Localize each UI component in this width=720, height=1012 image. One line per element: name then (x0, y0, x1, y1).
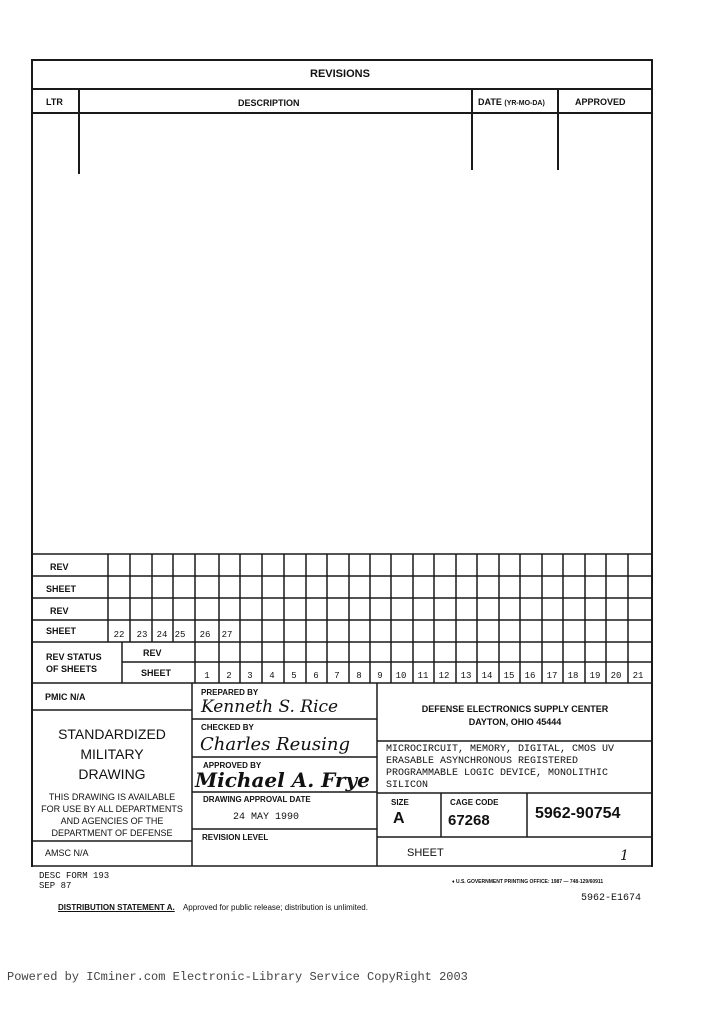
sheet-num-13: 13 (460, 671, 472, 681)
approval-date: 24 MAY 1990 (233, 812, 300, 823)
cage-code-value: 67268 (448, 812, 490, 829)
approved-by-signature: Michael A. Frye (195, 768, 370, 792)
col-approved: APPROVED (575, 97, 626, 107)
sheet-num-8: 8 (356, 671, 362, 681)
sheet-block-value: 1 (620, 848, 629, 864)
drawing-description: MICROCIRCUIT, MEMORY, DIGITAL, CMOS UV ERASABLE ASYNCHRONOUS REGISTERED PROGRAMMABLE LOGIC DEVICE, MONOLITHIC SILICON (386, 744, 615, 791)
upper-sheet-22: 22 (113, 630, 125, 640)
upper-sheet-24: 24 (156, 630, 168, 640)
sheet-num-1: 1 (204, 671, 210, 681)
checked-by-label: CHECKED BY (201, 723, 254, 732)
revisions-title: REVISIONS (310, 68, 370, 80)
cage-code-label: CAGE CODE (450, 798, 499, 807)
sheet-num-2: 2 (226, 671, 232, 681)
sheet-num-18: 18 (567, 671, 579, 681)
approved-by-label: APPROVED BY (203, 761, 262, 770)
sheet-num-20: 20 (610, 671, 622, 681)
powered-by-footer: Powered by ICminer.com Electronic-Library Service CopyRight 2003 (7, 970, 468, 984)
size-label: SIZE (391, 798, 409, 807)
prepared-by-label: PREPARED BY (201, 688, 259, 697)
rev-status-label: REV STATUS OF SHEETS (46, 652, 102, 674)
row-label-rev-2: REV (50, 606, 69, 616)
revision-level-label: REVISION LEVEL (202, 833, 269, 842)
sheet-num-15: 15 (503, 671, 515, 681)
sheet-num-14: 14 (481, 671, 493, 681)
sheet-num-7: 7 (334, 671, 340, 681)
upper-sheet-25: 25 (174, 630, 186, 640)
amsc-label: AMSC N/A (45, 848, 89, 858)
drawing-number: 5962-90754 (535, 805, 621, 822)
prepared-by-signature: Kenneth S. Rice (201, 697, 339, 717)
sheet-num-19: 19 (589, 671, 601, 681)
row-label-sheet-1: SHEET (46, 584, 77, 594)
row-label-sheet-2: SHEET (46, 626, 77, 636)
sheet-num-11: 11 (417, 671, 429, 681)
upper-sheet-23: 23 (136, 630, 148, 640)
rev-label: REV (143, 648, 162, 658)
sheet-num-21: 21 (632, 671, 644, 681)
sheet-label: SHEET (141, 668, 172, 678)
sheet-num-5: 5 (291, 671, 297, 681)
distribution-statement: DISTRIBUTION STATEMENT A. Approved for public release; distribution is unlimited. (58, 903, 368, 912)
sheet-num-4: 4 (269, 671, 275, 681)
row-label-rev-1: REV (50, 562, 69, 572)
size-value: A (393, 810, 405, 827)
sheet-num-16: 16 (524, 671, 536, 681)
sheet-num-17: 17 (546, 671, 558, 681)
standardized-military-drawing-title: STANDARDIZED MILITARY DRAWING (58, 726, 166, 782)
upper-sheet-26: 26 (199, 630, 211, 640)
col-date: DATE (YR-MO-DA) (478, 97, 545, 107)
approval-date-label: DRAWING APPROVAL DATE (203, 795, 311, 804)
col-ltr: LTR (46, 97, 63, 107)
upper-sheet-27: 27 (221, 630, 233, 640)
col-description: DESCRIPTION (238, 98, 300, 108)
sheet-num-9: 9 (377, 671, 383, 681)
agency-name: DEFENSE ELECTRONICS SUPPLY CENTER DAYTON, OHIO 45444 (421, 704, 609, 727)
checked-by-signature: Charles Reusing (200, 734, 350, 755)
sheet-num-6: 6 (313, 671, 319, 681)
pmic-label: PMIC N/A (45, 692, 86, 702)
sheet-num-3: 3 (247, 671, 253, 681)
form-id: DESC FORM 193 SEP 87 (39, 871, 110, 891)
availability-note: THIS DRAWING IS AVAILABLE FOR USE BY ALL DEPARTMENTS AND AGENCIES OF THE DEPARTMENT OF DEFENSE (41, 792, 183, 838)
document-code: 5962-E1674 (581, 893, 642, 904)
gpo-note: ♦ U.S. GOVERNMENT PRINTING OFFICE: 1987 — 748-129/60911 (452, 879, 604, 885)
sheet-block-label: SHEET (407, 847, 444, 859)
sheet-num-10: 10 (395, 671, 407, 681)
sheet-num-12: 12 (438, 671, 450, 681)
